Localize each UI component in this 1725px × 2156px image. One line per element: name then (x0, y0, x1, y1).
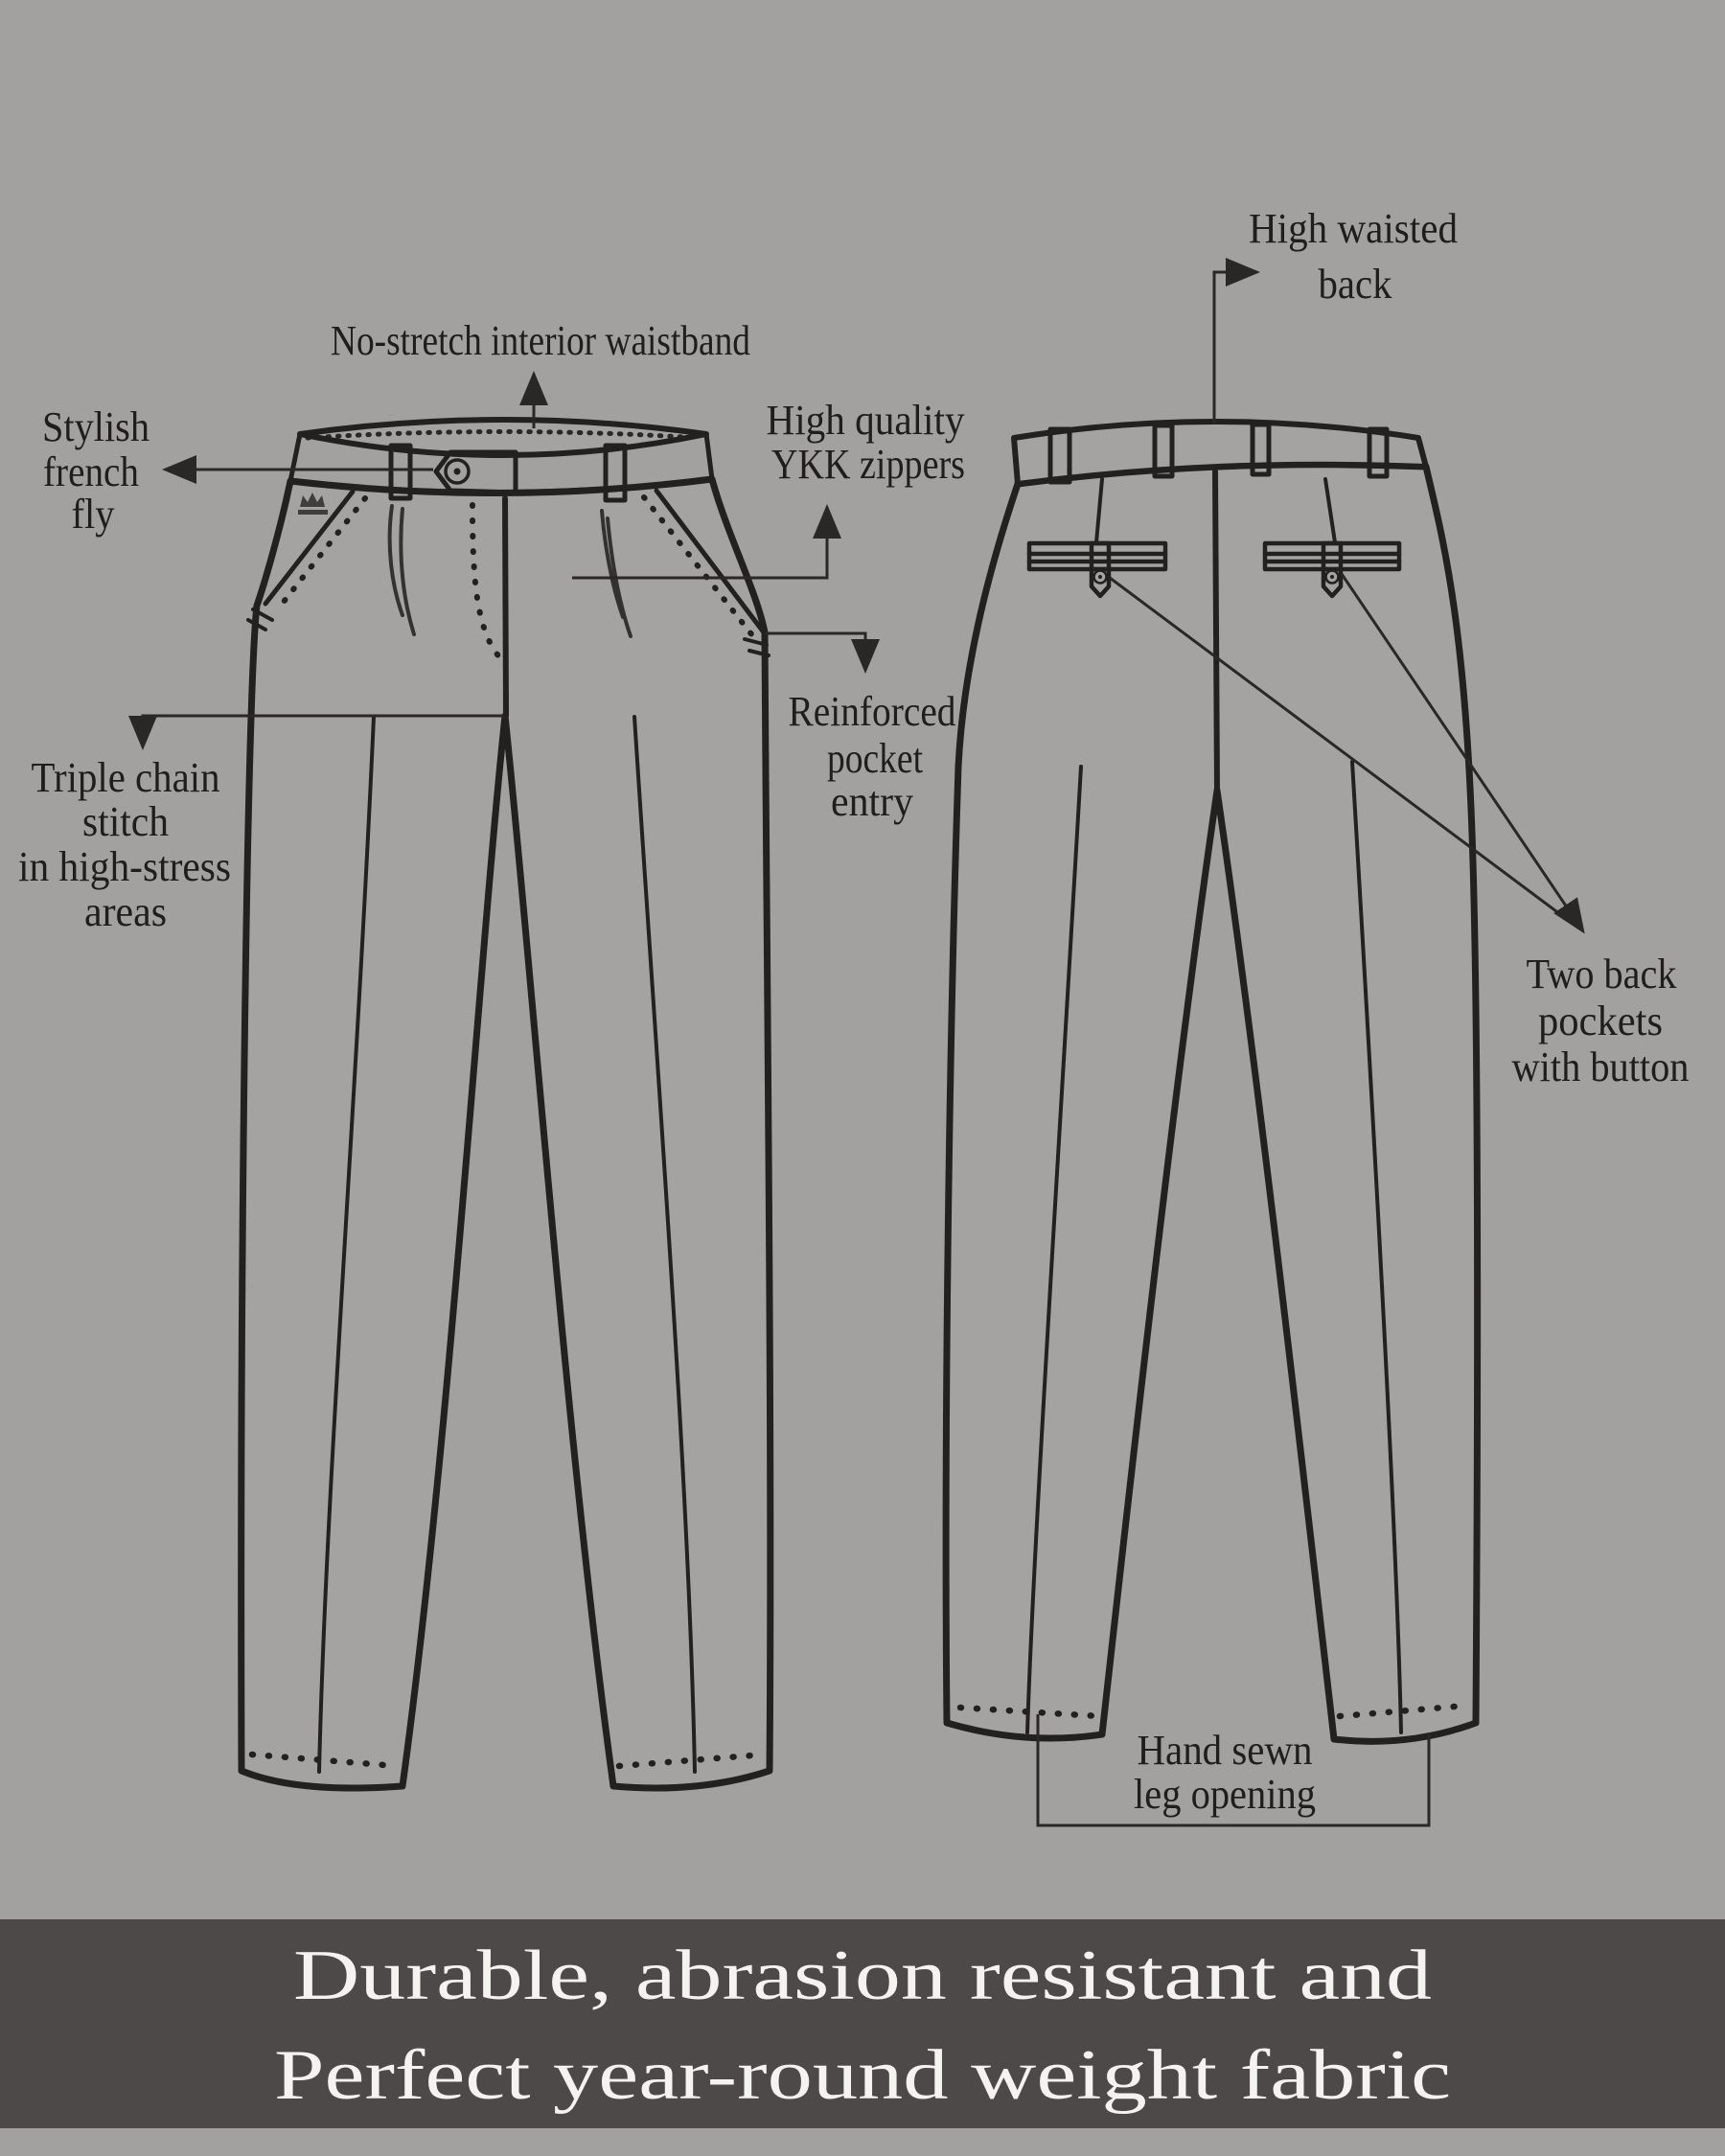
label-french-fly-line-3: fly (71, 491, 115, 538)
label-hand-sewn-line-2: leg opening (1134, 1771, 1316, 1818)
annotation-high-waisted-back (1214, 205, 1458, 423)
label-back-pockets-line-3: with button (1511, 1044, 1690, 1090)
front-center-seam (505, 498, 506, 716)
label-triple-stitch-line-3: in high-stress (18, 843, 231, 890)
back-trousers-illustration (946, 422, 1477, 1741)
back-center-seam (1215, 471, 1217, 791)
button-icon (454, 469, 461, 475)
label-triple-stitch-line-1: Triple chain (31, 754, 220, 801)
label-triple-stitch-line-4: areas (84, 888, 167, 935)
banner-line-2: Perfect year-round weight fabric (274, 2036, 1451, 2115)
fabric-banner (0, 1919, 1725, 2128)
label-reinforced-line-2: pocket (827, 735, 923, 782)
label-no-stretch: No-stretch interior waistband (331, 317, 750, 364)
front-fly-button-tab (436, 452, 516, 493)
label-back-pockets-line-2: pockets (1538, 998, 1663, 1044)
label-reinforced-line-1: Reinforced (788, 688, 956, 735)
button-icon (1098, 575, 1102, 579)
label-high-waisted-line-1: High waisted (1249, 205, 1458, 252)
pointer-line (765, 633, 865, 671)
label-ykk-line-1: High quality (766, 397, 965, 444)
banner-line-1: Durable, abrasion resistant and (293, 1937, 1432, 2015)
button-icon (1330, 575, 1334, 579)
front-waist-opening (300, 420, 706, 455)
label-hand-sewn-line-1: Hand sewn (1137, 1727, 1313, 1774)
pointer-line (1214, 272, 1257, 423)
label-french-fly-line-2: french (43, 448, 139, 495)
label-high-waisted-line-2: back (1318, 261, 1392, 308)
label-ykk-line-2: YKK zippers (771, 441, 965, 488)
label-french-fly-line-1: Stylish (42, 403, 150, 450)
annotation-no-stretch-waistband (331, 317, 750, 428)
label-back-pockets-line-1: Two back (1526, 951, 1677, 998)
front-trousers-illustration (242, 420, 770, 1788)
label-reinforced-line-3: entry (831, 778, 913, 825)
annotation-reinforced-pocket (765, 633, 956, 825)
label-triple-stitch-line-2: stitch (82, 798, 169, 845)
